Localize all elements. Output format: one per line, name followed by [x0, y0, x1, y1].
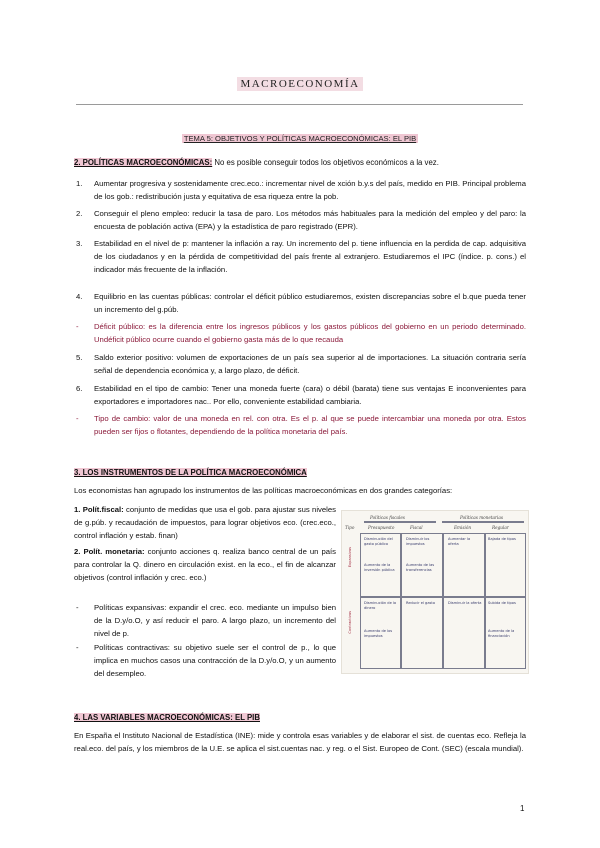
figure-subheader: Fiscal	[410, 525, 423, 530]
figure-col-line	[400, 533, 402, 669]
monetary-policy-paragraph: 2. Polít. monetaria: conjunto acciones q. realiza banco central de un país para controlar la Q. dinero en circulación exist. en la eco., el fin de alcanzar objetivos (control inflación y crec. eco.)	[74, 547, 337, 582]
list-item: 4. Equilibrio en las cuentas públicas: controlar el déficit público estudiaremos, existen discrepancias sobre el b.que pueda tener un incremento del g.púb.	[76, 292, 526, 314]
figure-cell: Disminución del gasto público	[364, 537, 393, 546]
section-3-heading: 3. LOS INSTRUMENTOS DE LA POLÍTICA MACROECONÓMICA	[74, 468, 307, 477]
figure-cell: Aumento de los impuestos	[364, 629, 393, 638]
document-title	[0, 74, 600, 92]
figure-subheader: Regular	[492, 525, 509, 530]
figure-header: Políticas fiscales	[370, 515, 405, 520]
figure-cell: Bajada de tipos	[488, 537, 516, 541]
title-divider	[76, 104, 523, 105]
list-item: - Políticas expansivas: expandir el crec. eco. mediante un impulso bien de la D.y/o.O, y así reducir el paro. A largo plazo, un incremento del nivel de p.	[76, 603, 336, 638]
figure-cell: Aumento de las transferencias	[406, 563, 435, 572]
figure-header: Políticas monetarias	[460, 515, 504, 520]
figure-subheader: Presupuesto	[368, 525, 395, 530]
list-item: 6. Estabilidad en el tipo de cambio: Tener una moneda fuerte (cara) o débil (barata) tiene sus ventajas E inconvenientes para exportadores e importadores nac.. Por ello, conveniente estabilidad cambiaria.	[76, 384, 526, 406]
document-title-text: MACROECONOMÍA	[237, 77, 362, 91]
definition-item: - Tipo de cambio: valor de una moneda en rel. con otra. Es el p. al que se puede intercambiar una moneda por otra. Estos pueden ser fijos o flotantes, dependiendo de la política monetaria del país.	[76, 414, 526, 436]
topic-heading-text: TEMA 5: OBJETIVOS Y POLÍTICAS MACROECONÓMICAS: EL PIB	[183, 134, 417, 143]
list-item: 5. Saldo exterior positivo: volumen de exportaciones de un país sea superior al de importaciones. La situación contraria sería señal de dependencia económica y, a largo plazo, de déficit.	[76, 353, 526, 375]
definition-item: - Déficit público: es la diferencia entre los ingresos públicos y los gastos públicos del gobierno en un periodo determinado. Undéficit público ocurre cuando el gobierno gasta más de lo que recauda	[76, 322, 526, 344]
fiscal-policy-paragraph: 1. Polít.fiscal: conjunto de medidas que usa el gob. para ajustar sus niveles de g.púb. y recaudación de impuestos, para lograr objetivos eco. (crec.eco., control inflación y estab. finan)	[74, 505, 336, 540]
figure-cell: Disminuir la oferta	[448, 601, 482, 605]
figure-cell: Aumento de la financiación	[488, 629, 515, 638]
figure-col-line	[484, 533, 486, 669]
figure-row-label: Expansivas	[348, 547, 352, 568]
section-3-intro: Los economistas han agrupado los instrumentos de las políticas macroeconómicas en dos grandes categorías:	[74, 486, 453, 495]
topic-heading	[0, 128, 600, 146]
figure-cell: Disminuir los impuestos	[406, 537, 430, 546]
section-2-heading: 2. POLÍTICAS MACROECONÓMICAS: No es posible conseguir todos los objetivos económicos a la vez.	[74, 158, 439, 167]
figure-rule	[442, 521, 524, 523]
list-item: - Políticas contractivas: su objetivo suele ser el control de p., lo que implica en muchos casos una contracción de la D.y/o.O, y un aumento del desempleo.	[76, 643, 336, 678]
list-item: 1. Aumentar progresiva y sostenidamente crec.eco.: incrementar nivel de xción b.y.s del país, medido en PIB. Principal problema de los gob.: redistribución justa y equitativa de esa riqueza entre la pob.	[76, 179, 526, 201]
figure-row-label: Contractivas	[348, 611, 352, 634]
page-number: 1	[520, 804, 525, 813]
list-item: 2. Conseguir el pleno empleo: reducir la tasa de paro. Los métodos más habituales para la medición del empleo y del paro: la encuesta de población activa (EPA) y la estadística de paro registrado (EPR).	[76, 209, 526, 231]
figure-subheader: Tipo	[345, 525, 355, 530]
figure-rule	[364, 521, 436, 523]
figure-col-line	[442, 533, 444, 669]
figure-cell: Subida de tipos	[488, 601, 516, 605]
list-item: 3. Estabilidad en el nivel de p: mantener la inflación a ray. Un incremento del p. tiene influencia en la perdida de cap. adquisitiva de los ciudadanos y en la pérdida de competitividad del país frente al extranjero. Estudiaremos el IPC (índice. p. cons.) el indicador más frecuente de la inflación.	[76, 239, 526, 274]
figure-subheader: Emisión	[454, 525, 472, 530]
figure-cell: Aumentar la oferta	[448, 537, 471, 546]
policy-instruments-table-image	[341, 510, 529, 674]
figure-cell: Disminución de la dinero	[364, 601, 397, 610]
section-4-paragraph: En España el Instituto Nacional de Estadística (INE): mide y controla esas variables y de elaborar el sist. de cuentas eco. Refleja la real.eco. del país, y los miembros de la U.E. se aplica el sist.cuentas nac. y reg. o el Sist. Europeo de Cont. (SEC) (escala mundial).	[74, 731, 526, 753]
section-4-heading: 4. LAS VARIABLES MACROECONÓMICAS: EL PIB	[74, 713, 260, 722]
figure-cell: Aumento de la inversión pública	[364, 563, 395, 572]
figure-cell: Reducir el gasto	[406, 601, 436, 605]
